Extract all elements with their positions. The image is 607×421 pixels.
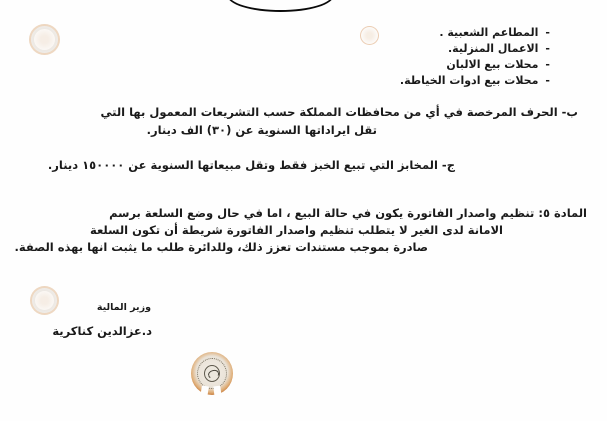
list-item-label: الاعمال المنزلية.	[447, 42, 539, 55]
clause-j-line: ج- المخابز التي تبيع الخبز فقط وتقل مبيعاتها السنوية عن ١٥٠٠٠٠ دينار.	[47, 158, 455, 172]
signature-name: د.عزالدين كناكرية	[52, 324, 152, 338]
top-ellipse-arc	[227, 0, 334, 12]
article-5-line-3: صادرة بموجب مستندات تعزز ذلك، وللدائرة طلب ما يثبت انها بهذه الصفة.	[14, 240, 428, 254]
signature-title: وزير المالية	[96, 302, 151, 313]
list-item-label: محلات بيع ادوات الخياطة.	[399, 74, 539, 87]
watermark-seal-icon	[29, 24, 60, 55]
watermark-seal-icon	[30, 286, 59, 315]
watermark-seal-icon	[360, 26, 379, 45]
dash-bullet-icon: -	[545, 74, 550, 87]
article-5-line-1: المادة ٥: تنظيم واصدار الفاتورة يكون في حالة البيع ، اما في حال وضع السلعة برسم	[109, 206, 587, 220]
article-5-line-2: الامانة لدى الغير لا يتطلب تنظيم واصدار الفاتورة شريطة أن تكون السلعة	[89, 223, 503, 237]
list-item	[400, 57, 550, 73]
dash-bullet-icon: -	[545, 26, 550, 39]
exemption-list	[400, 25, 550, 89]
stamp-gap	[213, 386, 221, 399]
clause-b-line-2: تقل ايراداتها السنوية عن (٣٠) الف دينار.	[146, 123, 377, 137]
list-item	[400, 25, 550, 41]
dash-bullet-icon: -	[545, 58, 550, 71]
stamp-gap	[200, 386, 209, 399]
list-item	[400, 73, 550, 89]
list-item-label: محلات بيع الالبان	[446, 58, 539, 71]
clause-b-line-1: ب- الحرف المرخصة في أي من محافظات المملكة حسب التشريعات المعمول بها التي	[100, 105, 578, 119]
dash-bullet-icon: -	[545, 42, 550, 55]
list-item	[400, 41, 550, 57]
list-item-label: المطاعم الشعبية .	[439, 26, 539, 39]
ministry-round-stamp-icon	[191, 352, 233, 395]
stamp-core	[204, 365, 220, 382]
